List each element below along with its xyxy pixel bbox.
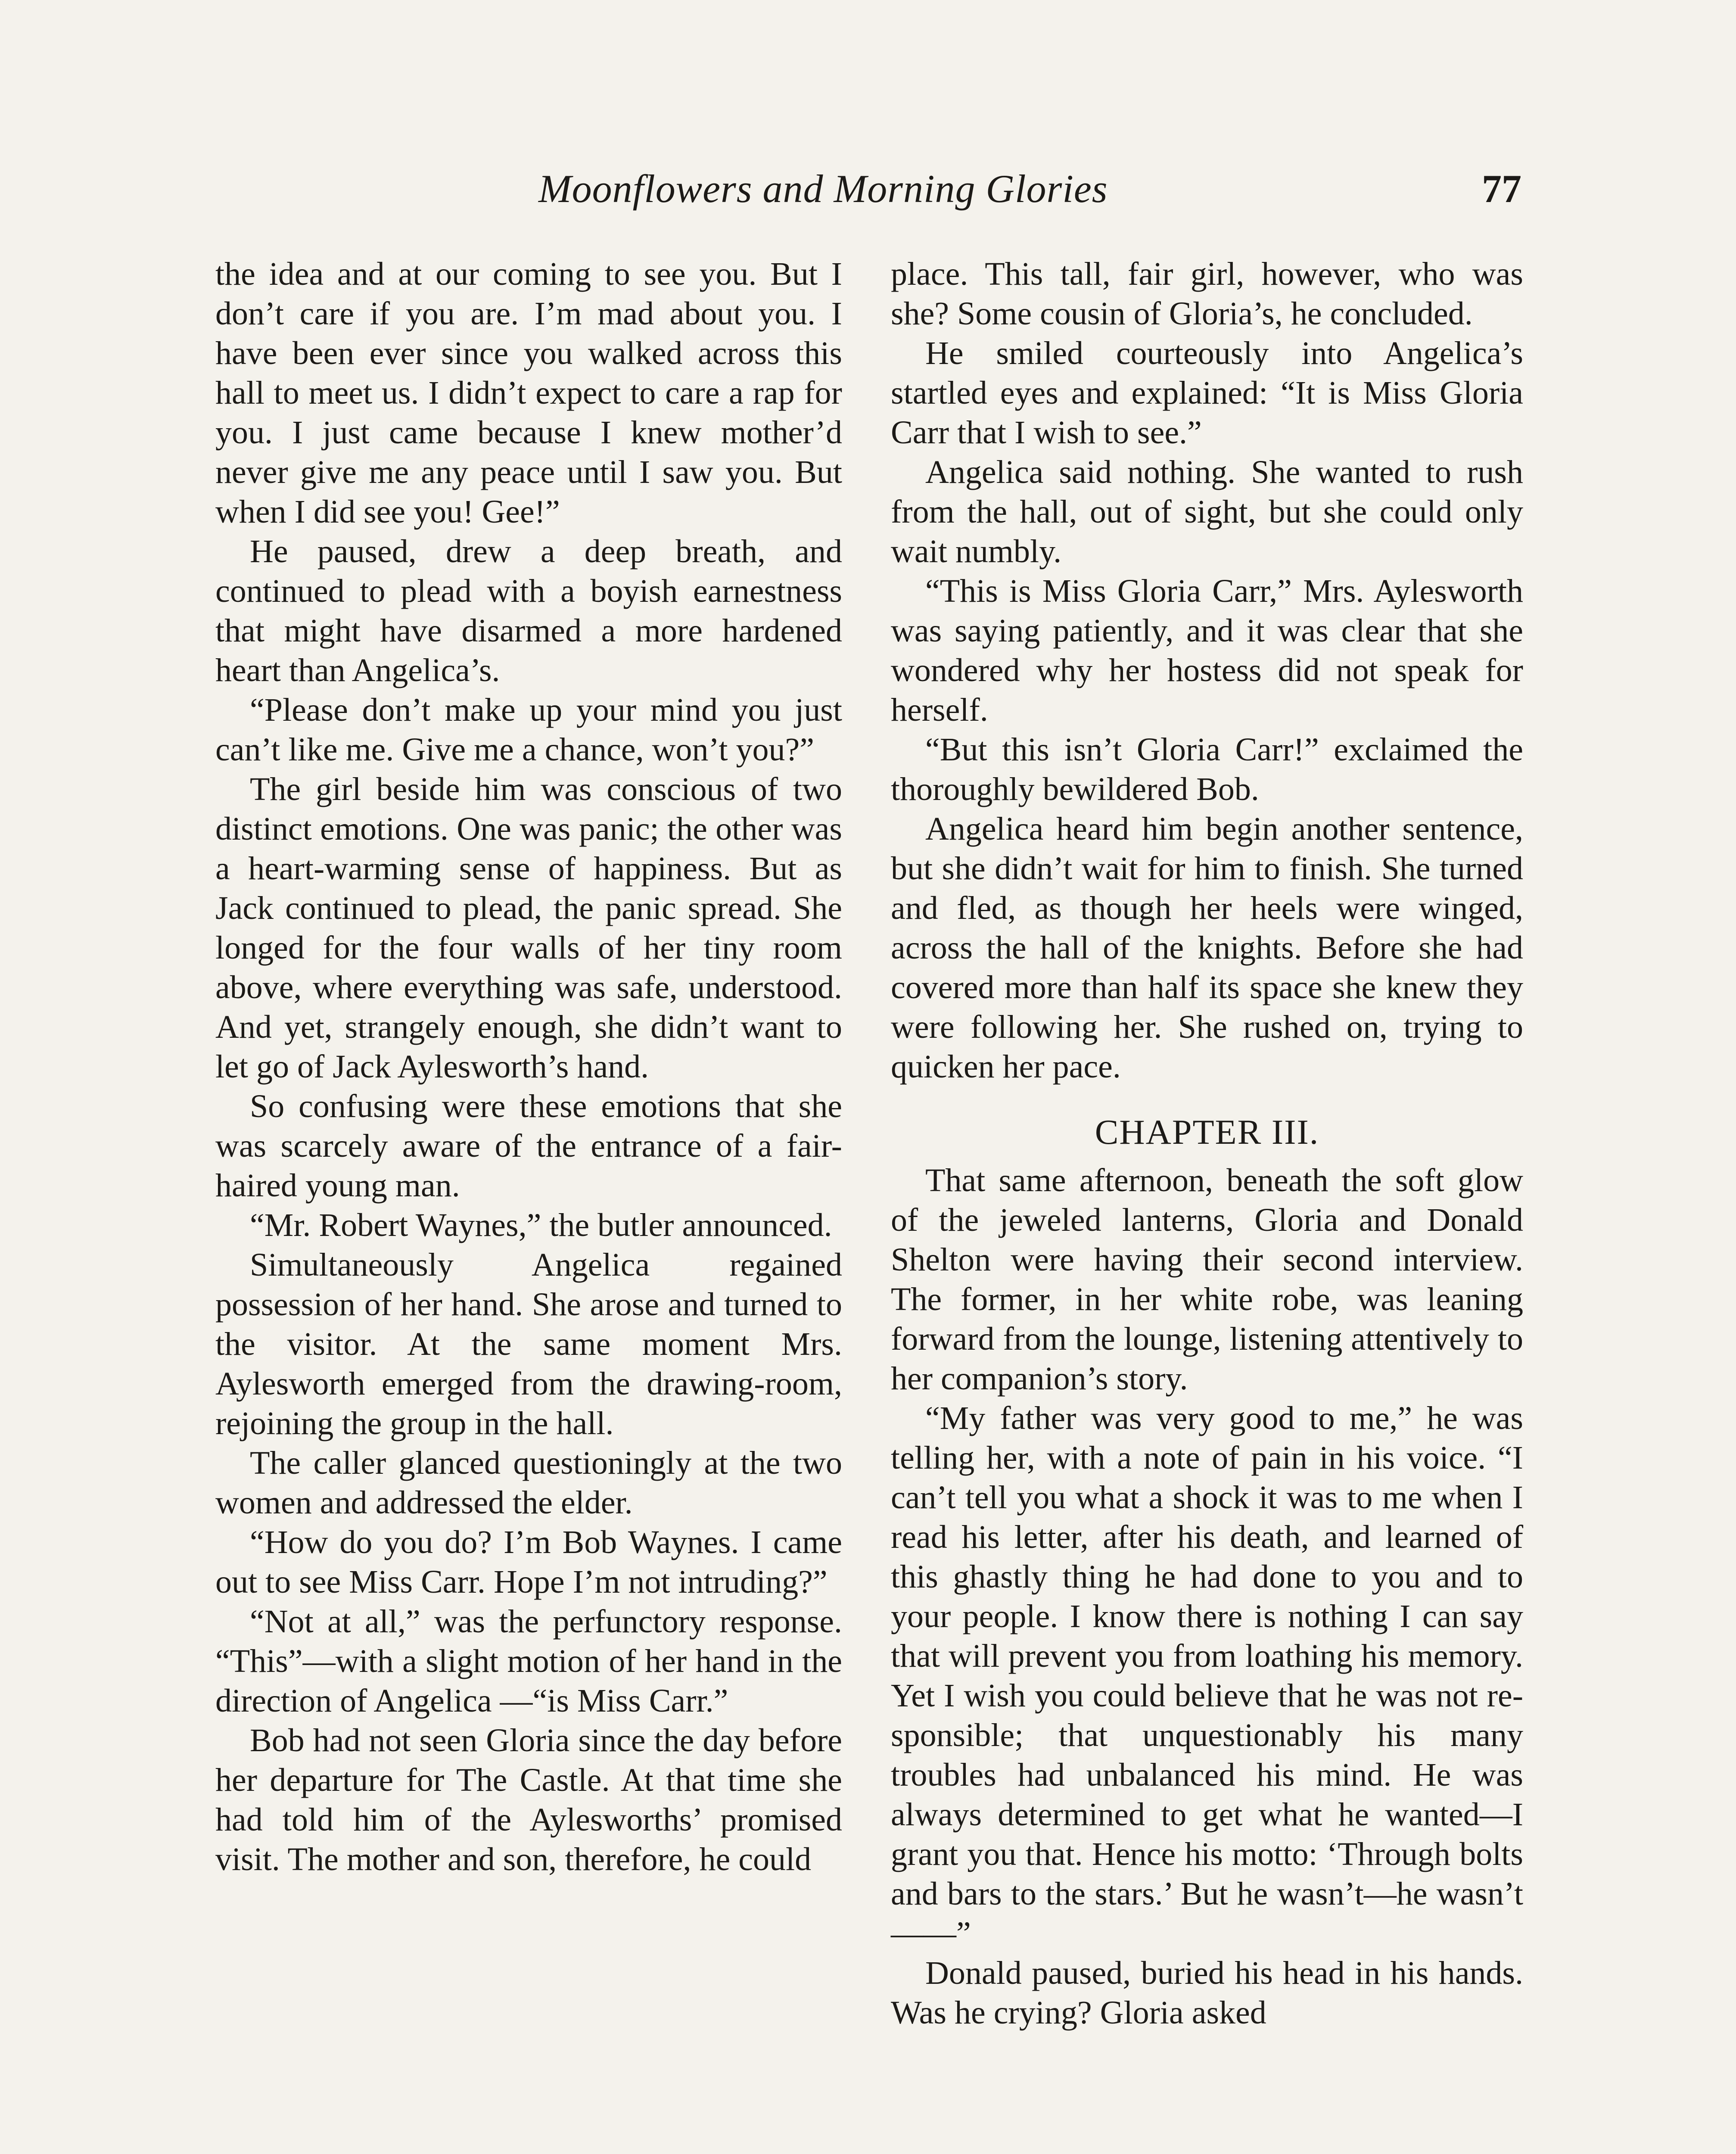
paragraph: “How do you do? I’m Bob Waynes. I came out to see Miss Carr. Hope I’m not intruding?” [215, 1524, 842, 1600]
paragraph: “But this isn’t Gloria Carr!” exclaimed the thoroughly bewildered Bob. [891, 731, 1523, 807]
paragraph: So confusing were these emotions that she was scarcely aware of the entrance of a fair-haired young man. [215, 1088, 842, 1204]
paragraph: Simultaneously Angelica regained possession of her hand. She arose and turned to the visitor. At the same moment Mrs. Aylesworth emerged from the drawing-room, rejoining the group in the hall. [215, 1247, 842, 1441]
paragraph: Bob had not seen Gloria since the day before her departure for The Castle. At that time she had told him of the Aylesworths’ promised visit. The mother and son, therefore, he could [215, 1722, 842, 1877]
paragraph: “Not at all,” was the perfunctory response. “This”—with a slight motion of her hand in the direction of Angelica —“is Miss Carr.” [215, 1603, 842, 1719]
paragraph: Angelica said nothing. She wanted to rush from the hall, out of sight, but she could only wait numbly. [891, 454, 1523, 570]
paragraph: He smiled courteously into Angelica’s startled eyes and explained: “It is Miss Gloria Carr that I wish to see.” [891, 335, 1523, 451]
paragraph: The girl beside him was conscious of two distinct emotions. One was panic; the other was a heart-warming sense of happiness. But as Jack continued to plead, the panic spread. She longed for the four walls of her tiny room above, where everything was safe, understood. And yet, strangely enough, she didn’t want to let go of Jack Aylesworth’s hand. [215, 771, 842, 1085]
paragraph: He paused, drew a deep breath, and continued to plead with a boyish earnestness that might have disarmed a more hardened heart than Angelica’s. [215, 533, 842, 688]
paragraph: “My father was very good to me,” he was telling her, with a note of pain in his voice. “I can’t tell you what a shock it was to me when I read his letter, after his death, and learned of this ghastly thing he had done to you and to your people. I know there is nothing I can say that will prevent you from loathing his memory. Yet I wish you could believe that he was not responsible; that unquestionably his many troubles had unbalanced his mind. He was always determined to get what he wanted—I grant you that. Hence his motto: ‘Through bolts and bars to the stars.’ But he wasn’t—he wasn’t——” [891, 1400, 1523, 1952]
paragraph: “This is Miss Gloria Carr,” Mrs. Aylesworth was saying patiently, and it was clear that she wondered why her hostess did not speak for herself. [891, 573, 1523, 728]
paragraph: The caller glanced questioningly at the two women and addressed the elder. [215, 1445, 842, 1521]
paragraph: “Mr. Robert Waynes,” the butler announced. [250, 1207, 832, 1243]
left-column [215, 254, 842, 1879]
page-number: 77 [1482, 167, 1521, 211]
running-title: Moonflowers and Morning Glories [538, 167, 1108, 211]
paragraph: place. This tall, fair girl, however, who was she? Some cousin of Gloria’s, he concluded. [891, 256, 1523, 332]
right-column [891, 254, 1523, 2033]
paragraph: That same afternoon, beneath the soft glow of the jeweled lanterns, Gloria and Donald Shelton were having their second interview. The former, in her white robe, was leaning forward from the lounge, listening attentively to her companion’s story. [891, 1162, 1523, 1397]
paragraph: Angelica heard him begin another sentence, but she didn’t wait for him to finish. She turned and fled, as though her heels were winged, across the hall of the knights. Before she had covered more than half its space she knew they were following her. She rushed on, trying to quicken her pace. [891, 811, 1523, 1085]
paragraph: “Please don’t make up your mind you just can’t like me. Give me a chance, won’t you?” [215, 692, 842, 768]
paragraph: Donald paused, buried his head in his hands. Was he crying? Gloria asked [891, 1955, 1523, 2031]
chapter-heading: CHAPTER III. [1095, 1112, 1319, 1152]
paragraph: the idea and at our coming to see you. But I don’t care if you are. I’m mad about you. I have been ever since you walked across this hall to meet us. I didn’t expect to care a rap for you. I just came because I knew mother’d never give me any peace until I saw you. But when I did see you! Gee!” [215, 256, 842, 530]
